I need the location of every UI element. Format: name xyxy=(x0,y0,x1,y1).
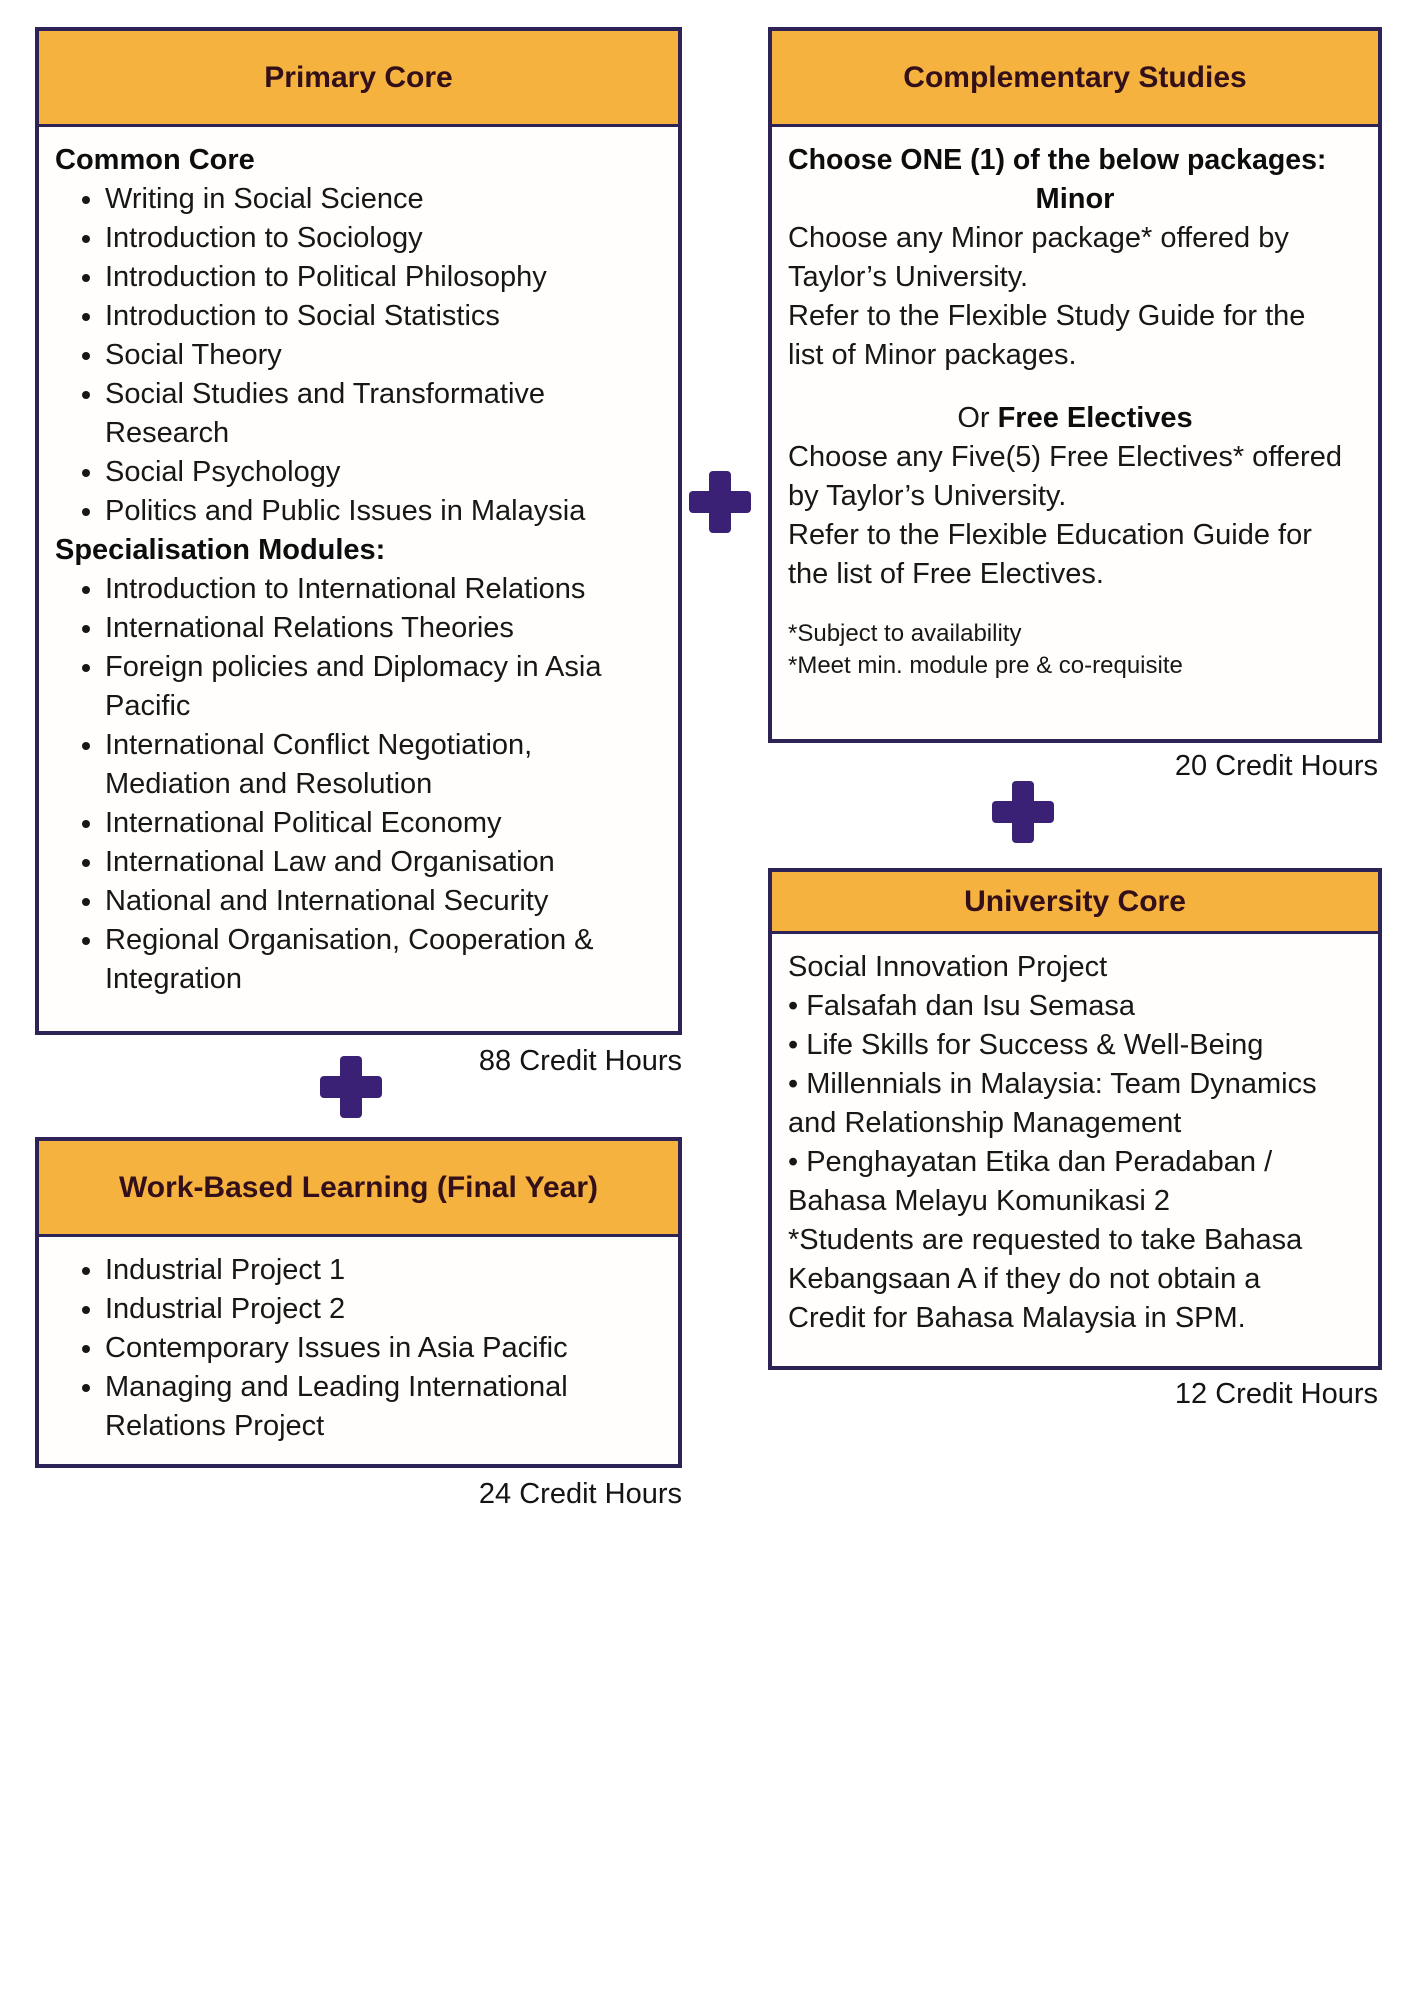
module-item: • Introduction to Political Philosophy xyxy=(105,258,662,297)
work-based-credit-hours: 24 Credit Hours xyxy=(478,1478,682,1510)
module-item: • Industrial Project 1 xyxy=(105,1251,662,1290)
complementary-credit-hours: 20 Credit Hours xyxy=(1174,750,1378,782)
text-line: *Students are requested to take Bahasa xyxy=(788,1224,1303,1256)
free-electives-heading: Free Electives xyxy=(997,402,1193,434)
module-item: • Managing and Leading International Relations Project xyxy=(105,1368,662,1446)
work-based-learning-header xyxy=(39,1141,678,1237)
module-item: • Social Psychology xyxy=(105,453,662,492)
text-line: Social Innovation Project xyxy=(788,951,1108,983)
module-item: • Writing in Social Science xyxy=(105,180,662,219)
text-line: • Millennials in Malaysia: Team Dynamics xyxy=(788,1068,1317,1100)
text-line: by Taylor’s University. xyxy=(788,480,1067,512)
text-line: Bahasa Melayu Komunikasi 2 xyxy=(788,1185,1171,1217)
module-item: • Introduction to Social Statistics xyxy=(105,297,662,336)
university-core-content xyxy=(772,934,1378,1338)
plus-icon xyxy=(689,471,751,533)
work-based-learning-title: Work-Based Learning (Final Year) xyxy=(118,1170,599,1204)
text-line: Refer to the Flexible Study Guide for the xyxy=(788,300,1306,332)
module-item: • Contemporary Issues in Asia Pacific xyxy=(105,1329,662,1368)
spacer xyxy=(788,594,1362,618)
text-line: and Relationship Management xyxy=(788,1107,1182,1139)
text-line: Choose any Five(5) Free Electives* offered xyxy=(788,441,1342,473)
primary-core-header xyxy=(39,31,678,127)
university-core-lines xyxy=(788,948,1362,1338)
module-item: • Social Studies and Transformative Research xyxy=(105,375,662,453)
complementary-studies-header xyxy=(772,31,1378,127)
module-item: • Regional Organisation, Cooperation & Integration xyxy=(105,921,662,999)
choose-one-intro: Choose ONE (1) of the below packages: xyxy=(788,144,1327,176)
module-item: • Foreign policies and Diplomacy in Asia Pacific xyxy=(105,648,662,726)
module-item: • Industrial Project 2 xyxy=(105,1290,662,1329)
text-line: • Falsafah dan Isu Semasa xyxy=(788,990,1136,1022)
primary-core-title: Primary Core xyxy=(264,60,453,94)
complementary-studies-title: Complementary Studies xyxy=(903,60,1247,94)
module-item: • International Conflict Negotiation, Mediation and Resolution xyxy=(105,726,662,804)
common-core-list xyxy=(55,180,662,531)
module-item: • Introduction to Sociology xyxy=(105,219,662,258)
module-item: • Introduction to International Relations xyxy=(105,570,662,609)
complementary-studies-box xyxy=(768,27,1382,743)
minor-description xyxy=(788,219,1362,375)
specialisation-heading: Specialisation Modules: xyxy=(55,534,386,566)
primary-core-content xyxy=(39,127,678,999)
plus-icon xyxy=(992,781,1054,843)
module-item: • International Political Economy xyxy=(105,804,662,843)
text-line: Taylor’s University. xyxy=(788,261,1029,293)
footnote-line: *Meet min. module pre & co-requisite xyxy=(788,652,1183,679)
footnote-line: *Subject to availability xyxy=(788,620,1022,647)
university-core-credit-hours: 12 Credit Hours xyxy=(1174,1378,1378,1410)
or-text: Or xyxy=(957,402,998,434)
text-line: Kebangsaan A if they do not obtain a xyxy=(788,1263,1261,1295)
text-line: • Penghayatan Etika dan Peradaban / xyxy=(788,1146,1273,1178)
university-core-box xyxy=(768,868,1382,1370)
module-item: • International Law and Organisation xyxy=(105,843,662,882)
minor-heading: Minor xyxy=(1035,183,1115,215)
spacer xyxy=(788,375,1362,399)
common-core-heading: Common Core xyxy=(55,144,255,176)
module-item: • Social Theory xyxy=(105,336,662,375)
module-item: • Politics and Public Issues in Malaysia xyxy=(105,492,662,531)
text-line: Credit for Bahasa Malaysia in SPM. xyxy=(788,1302,1246,1334)
text-line: • Life Skills for Success & Well-Being xyxy=(788,1029,1264,1061)
module-item: • National and International Security xyxy=(105,882,662,921)
work-based-learning-box xyxy=(35,1137,682,1468)
text-line: list of Minor packages. xyxy=(788,339,1077,371)
work-based-learning-content xyxy=(39,1237,678,1446)
specialisation-list xyxy=(55,570,662,999)
text-line: Choose any Minor package* offered by xyxy=(788,222,1289,254)
primary-core-box xyxy=(35,27,682,1035)
plus-icon xyxy=(320,1056,382,1118)
module-item: • International Relations Theories xyxy=(105,609,662,648)
university-core-title: University Core xyxy=(964,884,1186,918)
primary-core-credit-hours: 88 Credit Hours xyxy=(478,1045,682,1077)
or-free-electives-heading xyxy=(788,399,1362,438)
university-core-header xyxy=(772,872,1378,934)
free-electives-description xyxy=(788,438,1362,594)
footnotes xyxy=(788,618,1362,682)
text-line: Refer to the Flexible Education Guide for xyxy=(788,519,1312,551)
complementary-studies-content xyxy=(772,127,1378,682)
text-line: the list of Free Electives. xyxy=(788,558,1104,590)
work-based-list xyxy=(55,1251,662,1446)
